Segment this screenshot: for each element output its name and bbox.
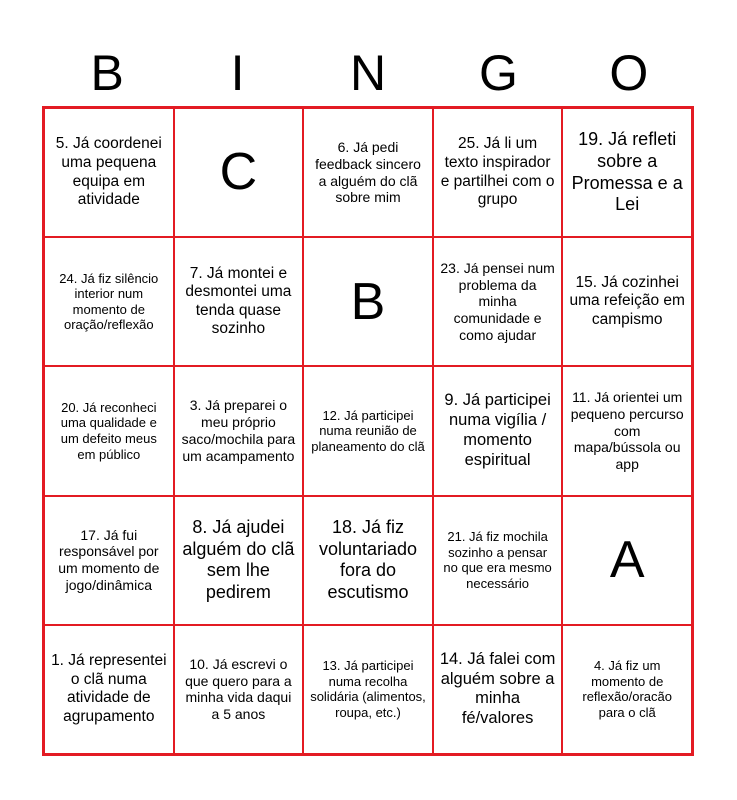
header-letter-b: B bbox=[90, 45, 124, 101]
bingo-cell[interactable]: 4. Já fiz um momento de reflexão/oracão para o clã bbox=[562, 625, 692, 754]
bingo-header bbox=[42, 40, 694, 106]
bingo-cell[interactable]: 25. Já li um texto inspirador e partilhei com o grupo bbox=[433, 108, 563, 237]
bingo-free-letter-cell[interactable]: C bbox=[174, 108, 304, 237]
header-letter-o: O bbox=[609, 45, 649, 101]
bingo-cell[interactable]: 15. Já cozinhei uma refeição em campismo bbox=[562, 237, 692, 366]
bingo-cell[interactable]: 8. Já ajudei alguém do clã sem lhe pedirem bbox=[174, 496, 304, 625]
bingo-cell[interactable]: 14. Já falei com alguém sobre a minha fé/valores bbox=[433, 625, 563, 754]
bingo-cell[interactable]: 12. Já participei numa reunião de planeamento do clã bbox=[303, 366, 433, 495]
bingo-cell[interactable]: 21. Já fiz mochila sozinho a pensar no que era mesmo necessário bbox=[433, 496, 563, 625]
bingo-cell[interactable]: 13. Já participei numa recolha solidária (alimentos, roupa, etc.) bbox=[303, 625, 433, 754]
bingo-cell[interactable]: 9. Já participei numa vigília / momento espiritual bbox=[433, 366, 563, 495]
header-letter-g: G bbox=[478, 45, 518, 101]
bingo-cell[interactable]: 20. Já reconheci uma qualidade e um defeito meus em público bbox=[44, 366, 174, 495]
header-letter-n: N bbox=[349, 45, 387, 101]
bingo-cell[interactable]: 1. Já representei o clã numa atividade de agrupamento bbox=[44, 625, 174, 754]
bingo-free-letter-cell[interactable]: B bbox=[303, 237, 433, 366]
bingo-free-letter-cell[interactable]: A bbox=[562, 496, 692, 625]
bingo-cell[interactable]: 23. Já pensei num problema da minha comunidade e como ajudar bbox=[433, 237, 563, 366]
bingo-cell[interactable]: 19. Já refleti sobre a Promessa e a Lei bbox=[562, 108, 692, 237]
bingo-cell[interactable]: 17. Já fui responsável por um momento de jogo/dinâmica bbox=[44, 496, 174, 625]
bingo-cell[interactable]: 7. Já montei e desmontei uma tenda quase sozinho bbox=[174, 237, 304, 366]
bingo-cell[interactable]: 10. Já escrevi o que quero para a minha vida daqui a 5 anos bbox=[174, 625, 304, 754]
bingo-card bbox=[42, 106, 694, 756]
bingo-cell[interactable]: 18. Já fiz voluntariado fora do escutismo bbox=[303, 496, 433, 625]
bingo-cell[interactable]: 5. Já coordenei uma pequena equipa em atividade bbox=[44, 108, 174, 237]
bingo-cell[interactable]: 11. Já orientei um pequeno percurso com mapa/bússola ou app bbox=[562, 366, 692, 495]
bingo-cell[interactable]: 24. Já fiz silêncio interior num momento de oração/reflexão bbox=[44, 237, 174, 366]
bingo-cell[interactable]: 3. Já preparei o meu próprio saco/mochila para um acampamento bbox=[174, 366, 304, 495]
bingo-cell[interactable]: 6. Já pedi feedback sincero a alguém do clã sobre mim bbox=[303, 108, 433, 237]
header-letter-i: I bbox=[230, 45, 245, 101]
